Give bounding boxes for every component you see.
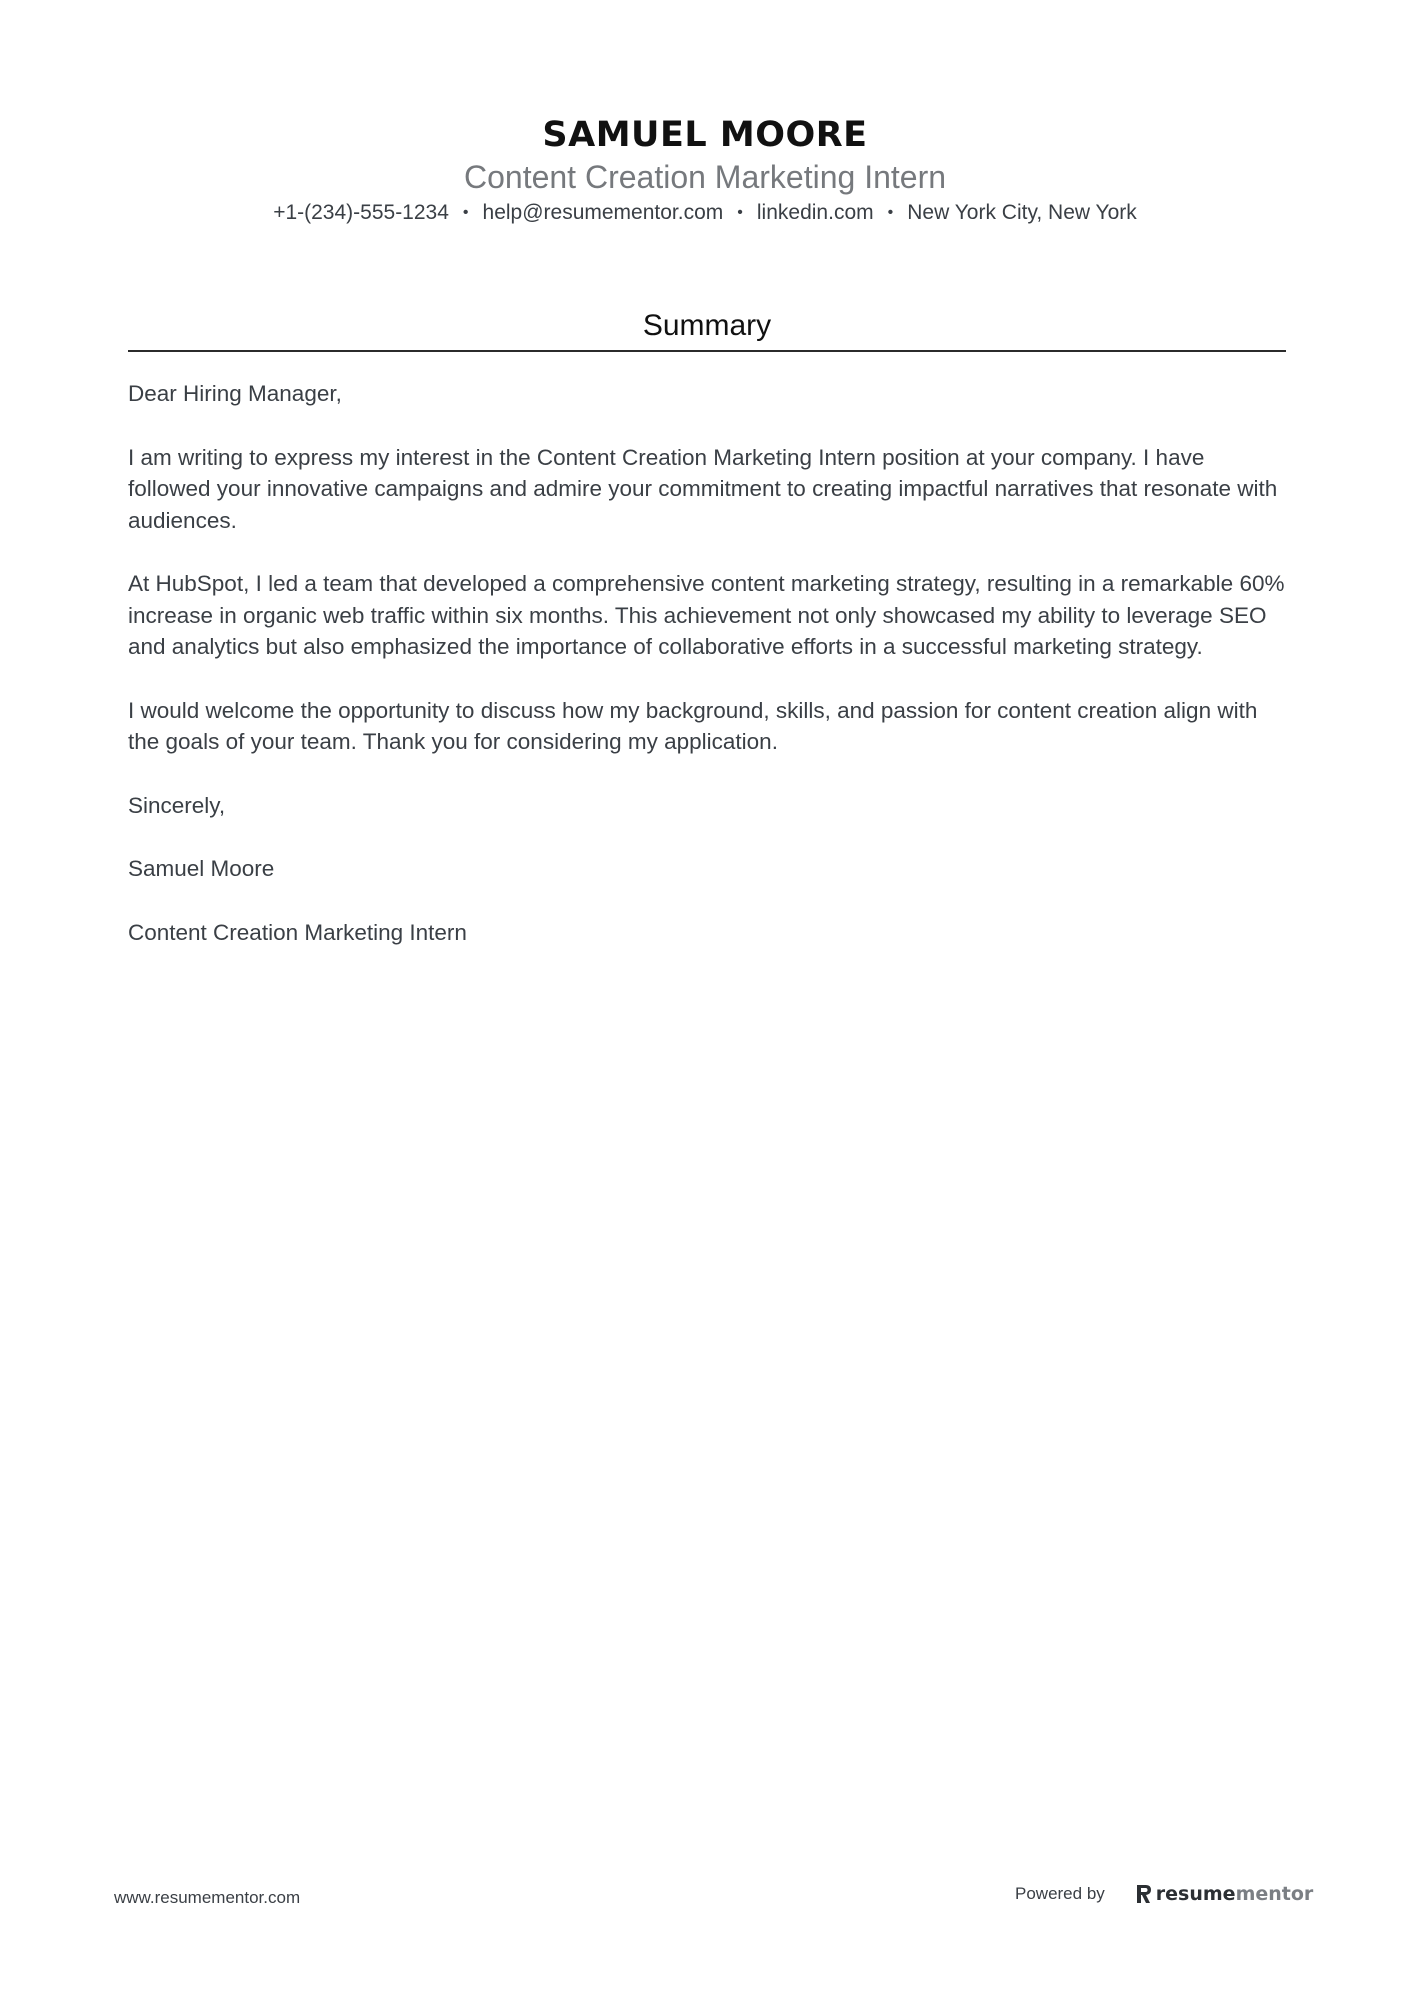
- contact-separator: •: [887, 204, 894, 221]
- candidate-name: SAMUEL MOORE: [542, 115, 868, 155]
- letter-paragraph: I am writing to express my interest in the Content Creation Marketing Intern position at your company. I have followed your innovative campaigns and admire your commitment to creating impactful narratives that resonate with audiences.: [128, 444, 1278, 533]
- contact-location: New York City, New York: [907, 201, 1137, 224]
- letter-paragraph: I would welcome the opportunity to discuss how my background, skills, and passion for content creation align with the goals of your team. Thank you for considering my application.: [128, 697, 1258, 754]
- section-divider: [128, 350, 1286, 352]
- contact-separator: •: [462, 204, 469, 221]
- footer-website: www.resumementor.com: [114, 1888, 301, 1907]
- letter-paragraph: At HubSpot, I led a team that developed a comprehensive content marketing strategy, resulting in a remarkable 60% increase in organic web traffic within six months. This achievement not only showcased my ability to leverage SEO and analytics but also emphasized the importance of collaborative efforts in a successful marketing strategy.: [128, 571, 1285, 659]
- brand-name-light: mentor: [1235, 1883, 1314, 1905]
- contact-line: [0, 198, 1410, 228]
- contact-phone: +1-(234)-555-1234: [273, 201, 449, 224]
- brand-logo: [1135, 1883, 1314, 1905]
- candidate-role: Content Creation Marketing Intern: [463, 159, 947, 195]
- brand-name-strong: resume: [1155, 1883, 1236, 1905]
- signature-title: Content Creation Marketing Intern: [128, 919, 467, 945]
- signature-name: Samuel Moore: [128, 856, 275, 881]
- contact-email: help@resumementor.com: [482, 201, 724, 224]
- section-title: Summary: [642, 309, 772, 342]
- powered-by-label: Powered by: [1015, 1884, 1105, 1903]
- footer-branding: [1015, 1883, 1313, 1905]
- contact-separator: •: [737, 204, 743, 221]
- letter-salutation: Dear Hiring Manager,: [128, 381, 342, 406]
- letter-header: [0, 113, 1410, 228]
- letter-body: [128, 378, 1288, 980]
- contact-linkedin: linkedin.com: [756, 201, 874, 224]
- resumementor-logo-icon: [1135, 1883, 1152, 1905]
- letter-closing: Sincerely,: [128, 792, 226, 818]
